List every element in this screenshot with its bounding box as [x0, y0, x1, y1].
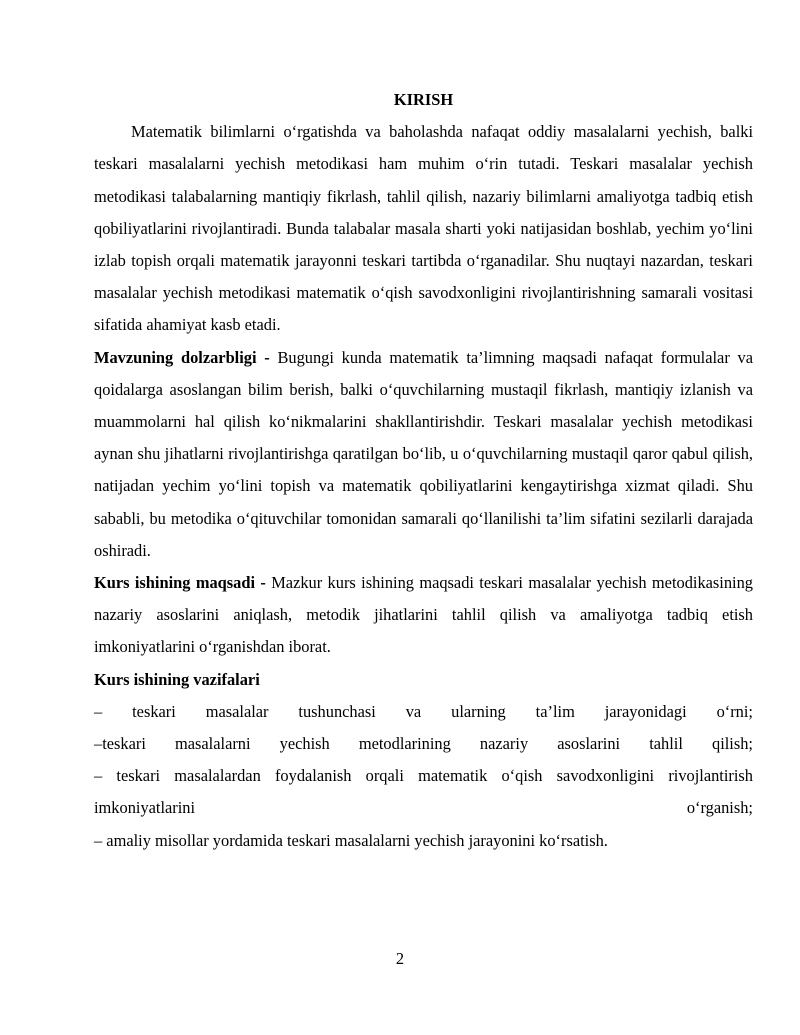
document-page — [94, 84, 753, 857]
goal-paragraph — [94, 567, 753, 664]
goal-text: Mazkur kurs ishining maqsadi teskari masalalar yechish metodikasining nazariy asoslarini aniqlash, metodik jihatlarini tahlil qilish va amaliyotga tadbiq etish imkoniyatlarini o‘rganishdan iborat. — [94, 573, 753, 657]
relevance-text: Bugungi kunda matematik ta’limning maqsadi nafaqat formulalar va qoidalarga asoslangan bilim berish, balki o‘quvchilarning mustaqil fikrlash, mantiqiy izlanish va muammolarni hal qilish ko‘nikmalarini shakllantirishdir. Teskari masalalar yechish metodikasi aynan shu jihatlarni rivojlantirishga qaratilgan bo‘lib, u o‘quvchilarning mustaqil qaror qabul qilish, natijadan yechim yo‘lini topish va matematik qobiliyatlarini kengaytirishga xizmat qiladi. Shu sababli, bu metodika o‘qituvchilar tomonidan samarali qo‘llanilishi ta’lim sifatini sezilarli darajada oshiradi. — [94, 347, 753, 560]
task-item: – teskari masalalar tushunchasi va ularning ta’lim jarayonidagi o‘rni; — [94, 701, 753, 721]
tasks-heading: Kurs ishining vazifalari — [94, 669, 260, 689]
task-item: – teskari masalalardan foydalanish orqali matematik o‘qish savodxonligini rivojlantirish imkoniyatlarini o‘rganish; — [94, 766, 753, 818]
task-item: –teskari masalalarni yechish metodlarining nazariy asoslarini tahlil qilish; — [94, 734, 753, 754]
intro-paragraph: Matematik bilimlarni o‘rgatishda va baholashda nafaqat oddiy masalalarni yechish, balki teskari masalalarni yechish metodikasi ham muhim o‘rin tutadi. Teskari masalalar yechish metodikasi talabalarning mantiqiy fikrlash, tahlil qilish, nazariy bilimlarni amaliyotga tadbiq etish qobiliyatlarini rivojlantiradi. Bunda talabalar masala sharti yoki natijasidan boshlab, yechim yo‘lini izlab topish orqali matematik jarayonni teskari tartibda o‘rganadilar. Shu nuqtayi nazardan, teskari masalalar yechish metodikasi matematik o‘qish savodxonligini rivojlantirishning samarali vositasi sifatida ahamiyat kasb etadi. — [94, 122, 753, 335]
page-number: 2 — [395, 949, 405, 968]
relevance-heading: Mavzuning dolzarbligi - — [94, 347, 270, 367]
relevance-paragraph — [94, 342, 753, 567]
section-title: KIRISH — [393, 90, 454, 109]
goal-heading: Kurs ishining maqsadi - — [94, 573, 266, 593]
task-item: – amaliy misollar yordamida teskari masalalarni yechish jarayonini ko‘rsatish. — [94, 830, 608, 850]
